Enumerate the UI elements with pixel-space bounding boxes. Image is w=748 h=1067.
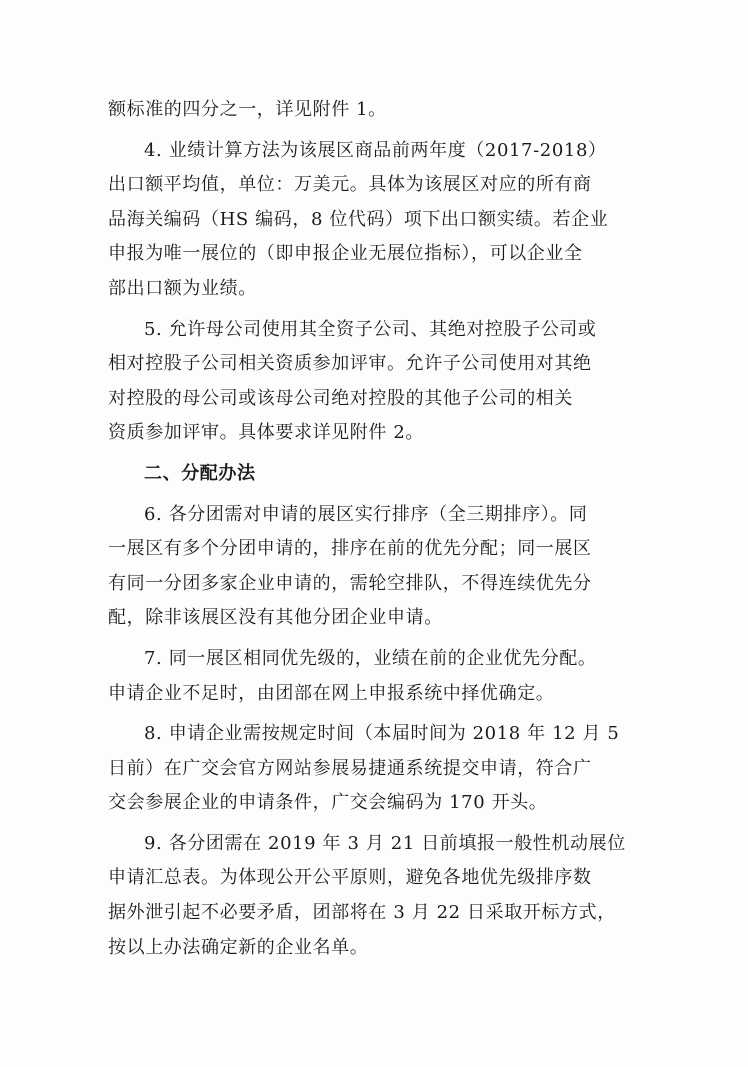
text-line: 品海关编码（HS 编码，8 位代码）项下出口额实绩。若企业 (108, 208, 609, 230)
text-line: 8. 申请企业需按规定时间（本届时间为 2018 年 12 月 5 (144, 723, 620, 745)
text-line: 额标准的四分之一，详见附件 1。 (108, 99, 387, 120)
paragraph-item-8 (108, 717, 640, 821)
text-line: 申请企业不足时，由团部在网上申报系统中择优确定。 (108, 682, 555, 704)
text-line: 对控股的母公司或该母公司绝对控股的其他子公司的相关 (108, 387, 573, 409)
text-line: 交会参展企业的申请条件，广交会编码为 170 开头。 (108, 792, 548, 814)
paragraph-item-5 (108, 313, 640, 451)
text-line: 按以上办法确定新的企业名单。 (108, 936, 369, 958)
text-line: 相对控股子公司相关资质参加评审。允许子公司使用对其绝 (108, 353, 592, 375)
text-line: 一展区有多个分团申请的，排序在前的优先分配；同一展区 (108, 538, 592, 560)
section-heading: 二、分配办法 (144, 462, 256, 484)
paragraph-item-4 (108, 134, 640, 307)
text-line: 9. 各分团需在 2019 年 3 月 21 日前填报一般性机动展位 (144, 832, 626, 854)
text-line: 6. 各分团需对申请的展区实行排序（全三期排序）。同 (144, 503, 588, 525)
paragraph-item-7 (108, 642, 640, 711)
paragraph-continuation (108, 93, 640, 128)
text-line: 日前）在广交会官方网站参展易捷通系统提交申请，符合广 (108, 757, 592, 779)
text-line: 申报为唯一展位的（即申报企业无展位指标），可以企业全 (108, 243, 583, 265)
text-line: 5. 允许母公司使用其全资子公司、其绝对控股子公司或 (144, 318, 597, 340)
text-line: 配，除非该展区没有其他分团企业申请。 (108, 607, 443, 629)
text-line: 据外泄引起不必要矛盾，团部将在 3 月 22 日采取开标方式， (108, 902, 616, 924)
text-line: 4. 业绩计算方法为该展区商品前两年度（2017-2018） (144, 139, 607, 161)
text-line: 出口额平均值，单位：万美元。具体为该展区对应的所有商 (108, 174, 592, 196)
text-line: 7. 同一展区相同优先级的，业绩在前的企业优先分配。 (144, 647, 597, 669)
text-line: 有同一分团多家企业申请的，需轮空排队，不得连续优先分 (108, 572, 592, 594)
document-body (108, 93, 640, 971)
paragraph-item-6 (108, 498, 640, 636)
text-line: 申请汇总表。为体现公开公平原则，避免各地优先级排序数 (108, 867, 592, 889)
text-line: 部出口额为业绩。 (108, 277, 257, 299)
text-line: 资质参加评审。具体要求详见附件 2。 (108, 422, 424, 444)
paragraph-item-9 (108, 827, 640, 965)
